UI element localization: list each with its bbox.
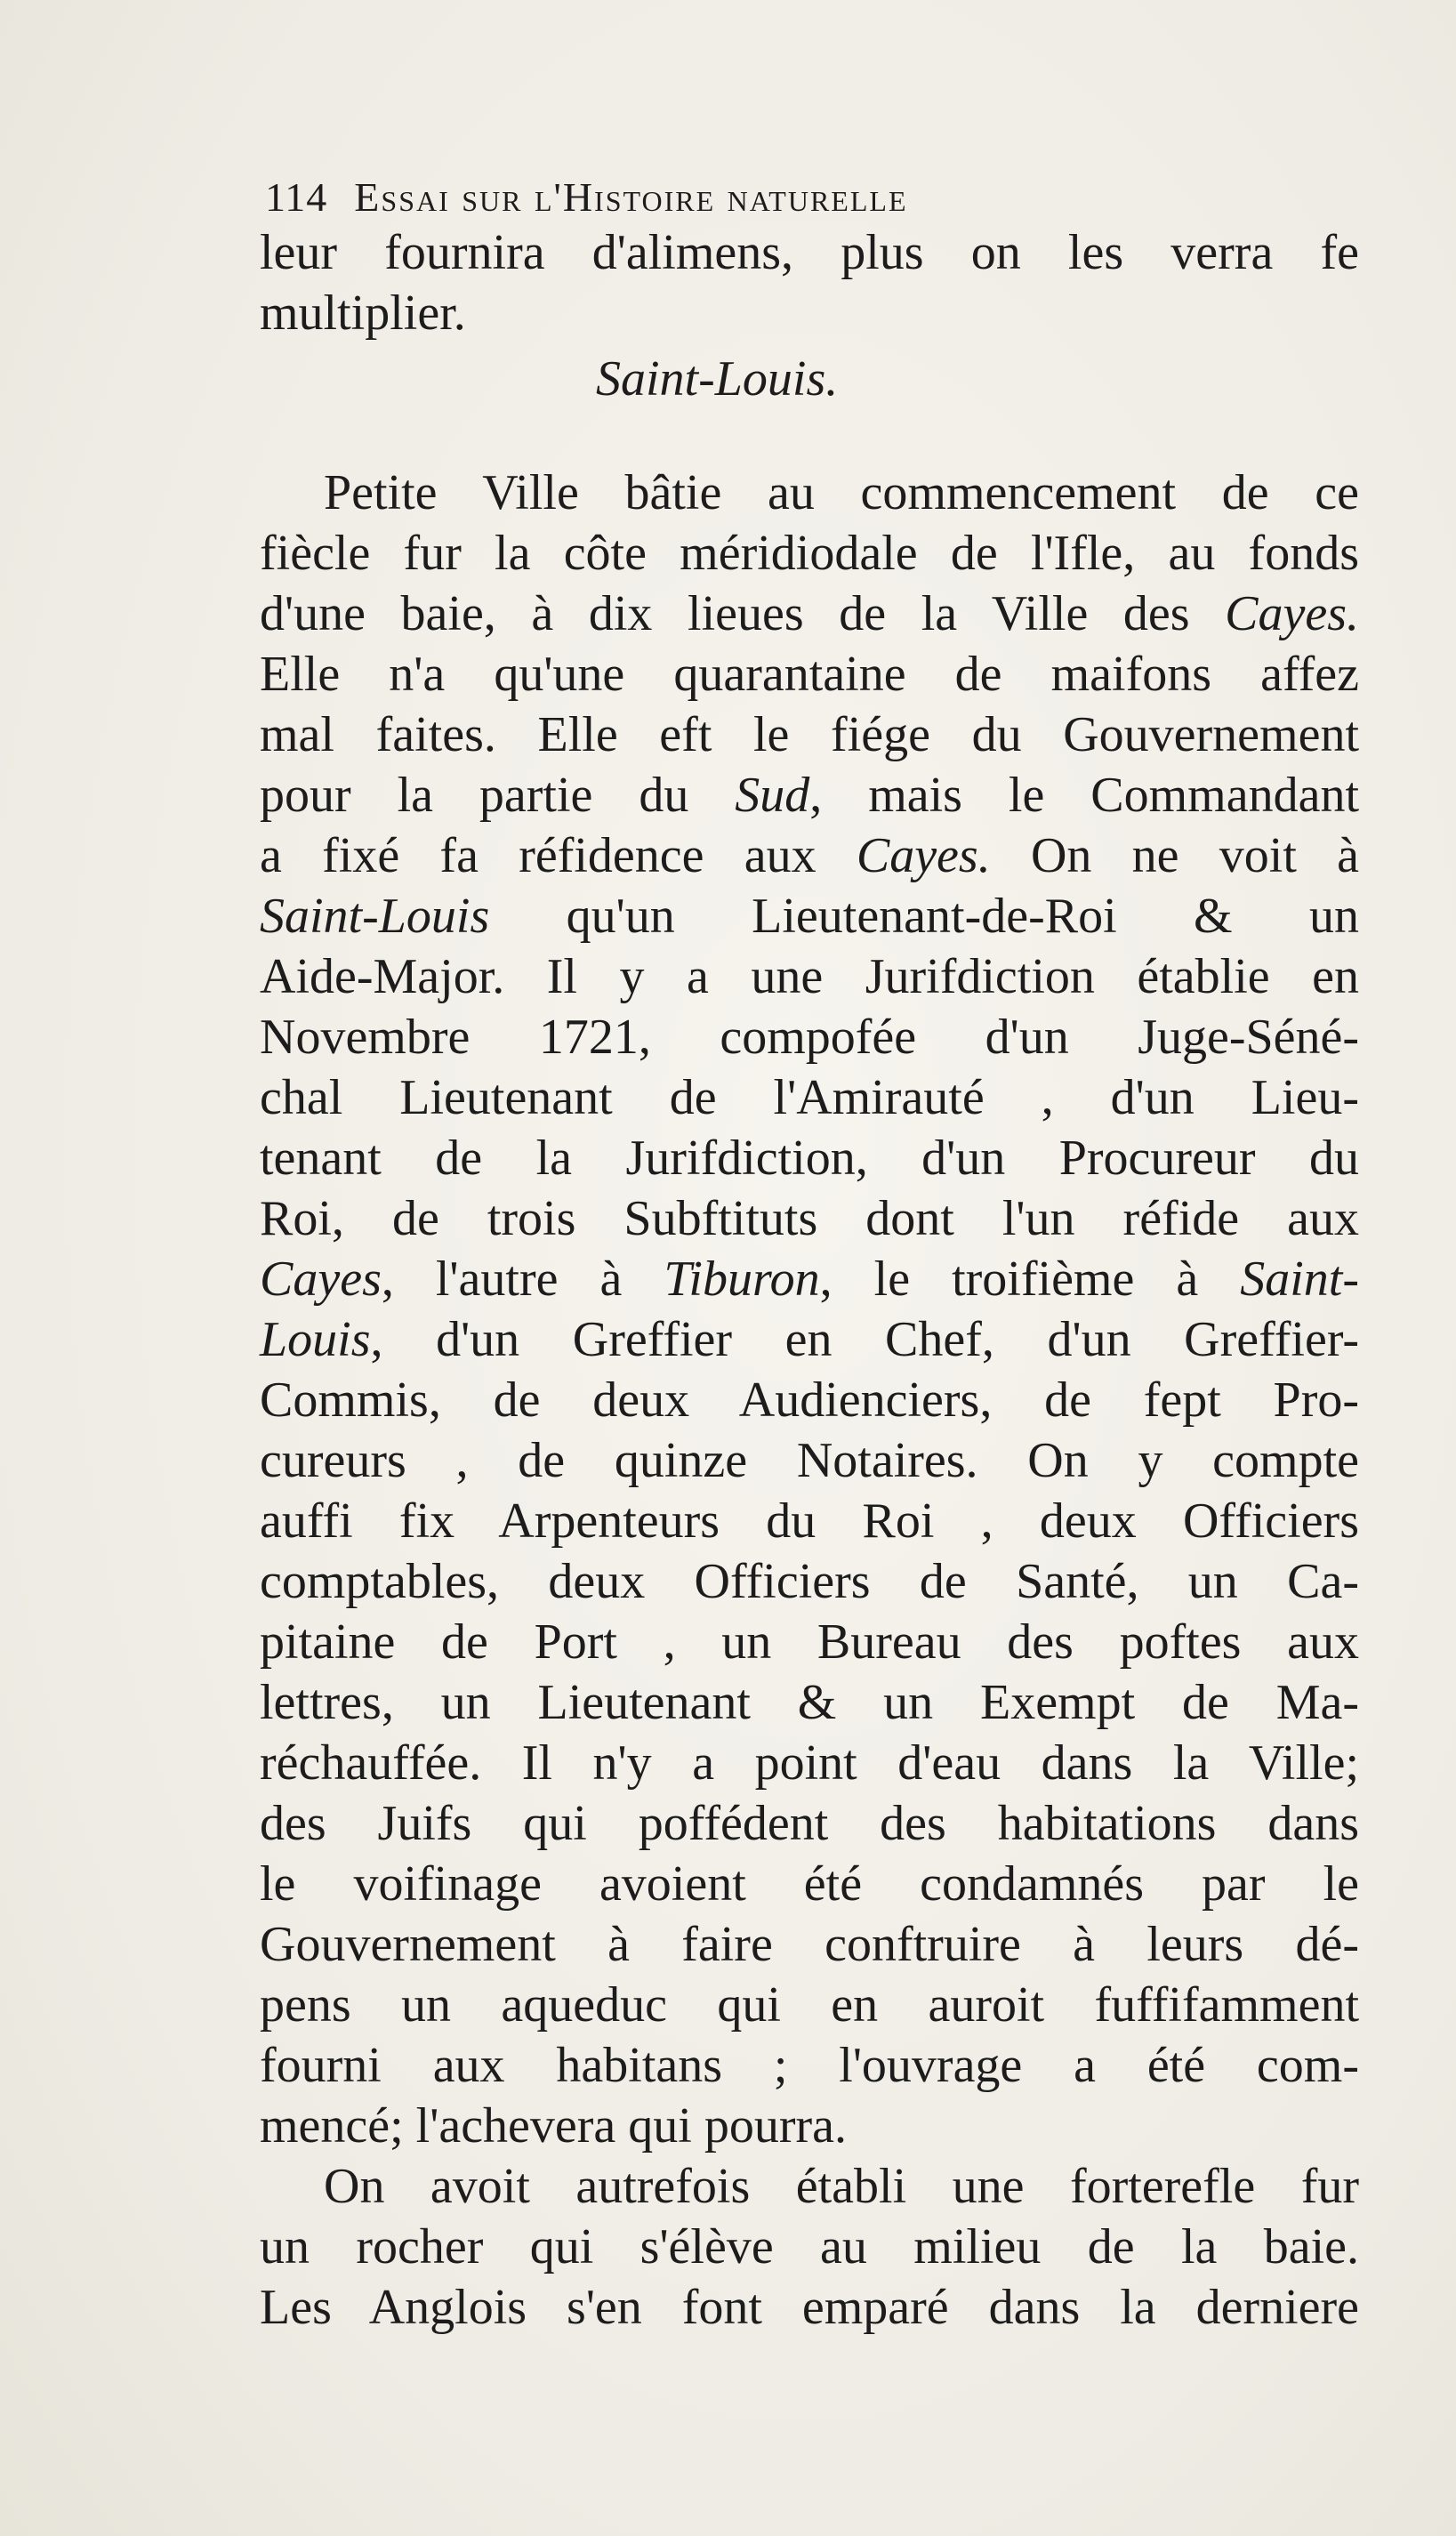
text-line bbox=[260, 765, 1359, 825]
text-line: mal faites. Elle eft le fiége du Gouvernement bbox=[260, 707, 1359, 762]
text-run: , d'un Greffier en Chef, d'un Greffier- bbox=[370, 1312, 1359, 1367]
text-line: Roi, de trois Subftituts dont l'un réfide aux bbox=[260, 1191, 1359, 1246]
text-run: d'une baie, à dix lieues de la Ville des bbox=[260, 586, 1226, 641]
italic-place-name: Louis bbox=[260, 1312, 371, 1367]
text-line: réchauffée. Il n'y a point d'eau dans la Ville; bbox=[260, 1735, 1359, 1791]
text-line: pens un aqueduc qui en auroit fuffifamment bbox=[260, 1977, 1359, 2033]
text-line bbox=[260, 1309, 1359, 1370]
text-run: qu'un Lieutenant-de-Roi & un bbox=[489, 889, 1359, 944]
text-line: tenant de la Jurifdiction, d'un Procureur du bbox=[260, 1131, 1359, 1186]
text-run: , mais le Commandant bbox=[809, 768, 1359, 823]
page-number: 114 bbox=[265, 174, 328, 220]
text-line: Les Anglois s'en font emparé dans la derniere bbox=[260, 2280, 1359, 2335]
text-line: auffi fix Arpenteurs du Roi , deux Officiers bbox=[260, 1493, 1359, 1549]
body-text bbox=[260, 222, 1359, 2338]
text-line: multiplier. bbox=[260, 286, 466, 341]
italic-place-name: Sud bbox=[735, 768, 810, 823]
text-line: On avoit autrefois établi une forterefle fur bbox=[324, 2159, 1359, 2214]
text-line: fourni aux habitans ; l'ouvrage a été com- bbox=[260, 2038, 1359, 2093]
text-line: chal Lieutenant de l'Amirauté , d'un Lieu- bbox=[260, 1070, 1359, 1125]
italic-place-name: Cayes bbox=[260, 1252, 382, 1307]
italic-place-name: Cayes. bbox=[1225, 586, 1359, 641]
text-run: , le troifième à bbox=[819, 1252, 1241, 1307]
text-line: Gouvernement à faire conftruire à leurs dé- bbox=[260, 1917, 1359, 1972]
text-run: On ne voit à bbox=[990, 828, 1359, 883]
text-line: Commis, de deux Audienciers, de fept Pro- bbox=[260, 1373, 1359, 1428]
section-heading: Saint-Louis. bbox=[596, 351, 839, 407]
italic-place-name: Cayes. bbox=[856, 828, 991, 883]
text-line: un rocher qui s'élève au milieu de la baie. bbox=[260, 2219, 1359, 2274]
running-header bbox=[265, 171, 908, 224]
text-line: fiècle fur la côte méridiodale de l'Ifle, au fonds bbox=[260, 526, 1359, 581]
text-line: mencé; l'achevera qui pourra. bbox=[260, 2098, 847, 2154]
text-run: , l'autre à bbox=[381, 1252, 664, 1307]
text-run: pour la partie du bbox=[260, 768, 736, 823]
text-line: Aide-Major. Il y a une Jurifdiction établie en bbox=[260, 949, 1359, 1004]
text-line: lettres, un Lieutenant & un Exempt de Ma- bbox=[260, 1675, 1359, 1730]
text-line: Elle n'a qu'une quarantaine de maifons affez bbox=[260, 647, 1359, 702]
text-run: a fixé fa réfidence aux bbox=[260, 828, 857, 883]
italic-place-name: Tiburon bbox=[664, 1252, 820, 1307]
text-line: des Juifs qui poffédent des habitations dans bbox=[260, 1796, 1359, 1851]
italic-place-name: Saint-Louis bbox=[260, 889, 490, 944]
text-line: le voifinage avoient été condamnés par le bbox=[260, 1856, 1359, 1912]
text-line bbox=[260, 825, 1359, 886]
text-line: comptables, deux Officiers de Santé, un Ca- bbox=[260, 1554, 1359, 1609]
text-line: leur fournira d'alimens, plus on les verra fe bbox=[260, 225, 1359, 280]
running-title: Essai sur l'Histoire naturelle bbox=[354, 174, 908, 220]
text-line: pitaine de Port , un Bureau des poftes aux bbox=[260, 1614, 1359, 1670]
text-line bbox=[260, 584, 1359, 644]
text-line bbox=[260, 886, 1359, 946]
text-line bbox=[260, 1249, 1359, 1309]
text-line: Petite Ville bâtie au commencement de ce bbox=[324, 465, 1359, 520]
section-spacer bbox=[260, 409, 1359, 463]
text-line: Novembre 1721, compofée d'un Juge-Séné- bbox=[260, 1010, 1359, 1065]
italic-place-name: Saint- bbox=[1240, 1252, 1359, 1307]
text-line: cureurs , de quinze Notaires. On y compte bbox=[260, 1433, 1359, 1488]
